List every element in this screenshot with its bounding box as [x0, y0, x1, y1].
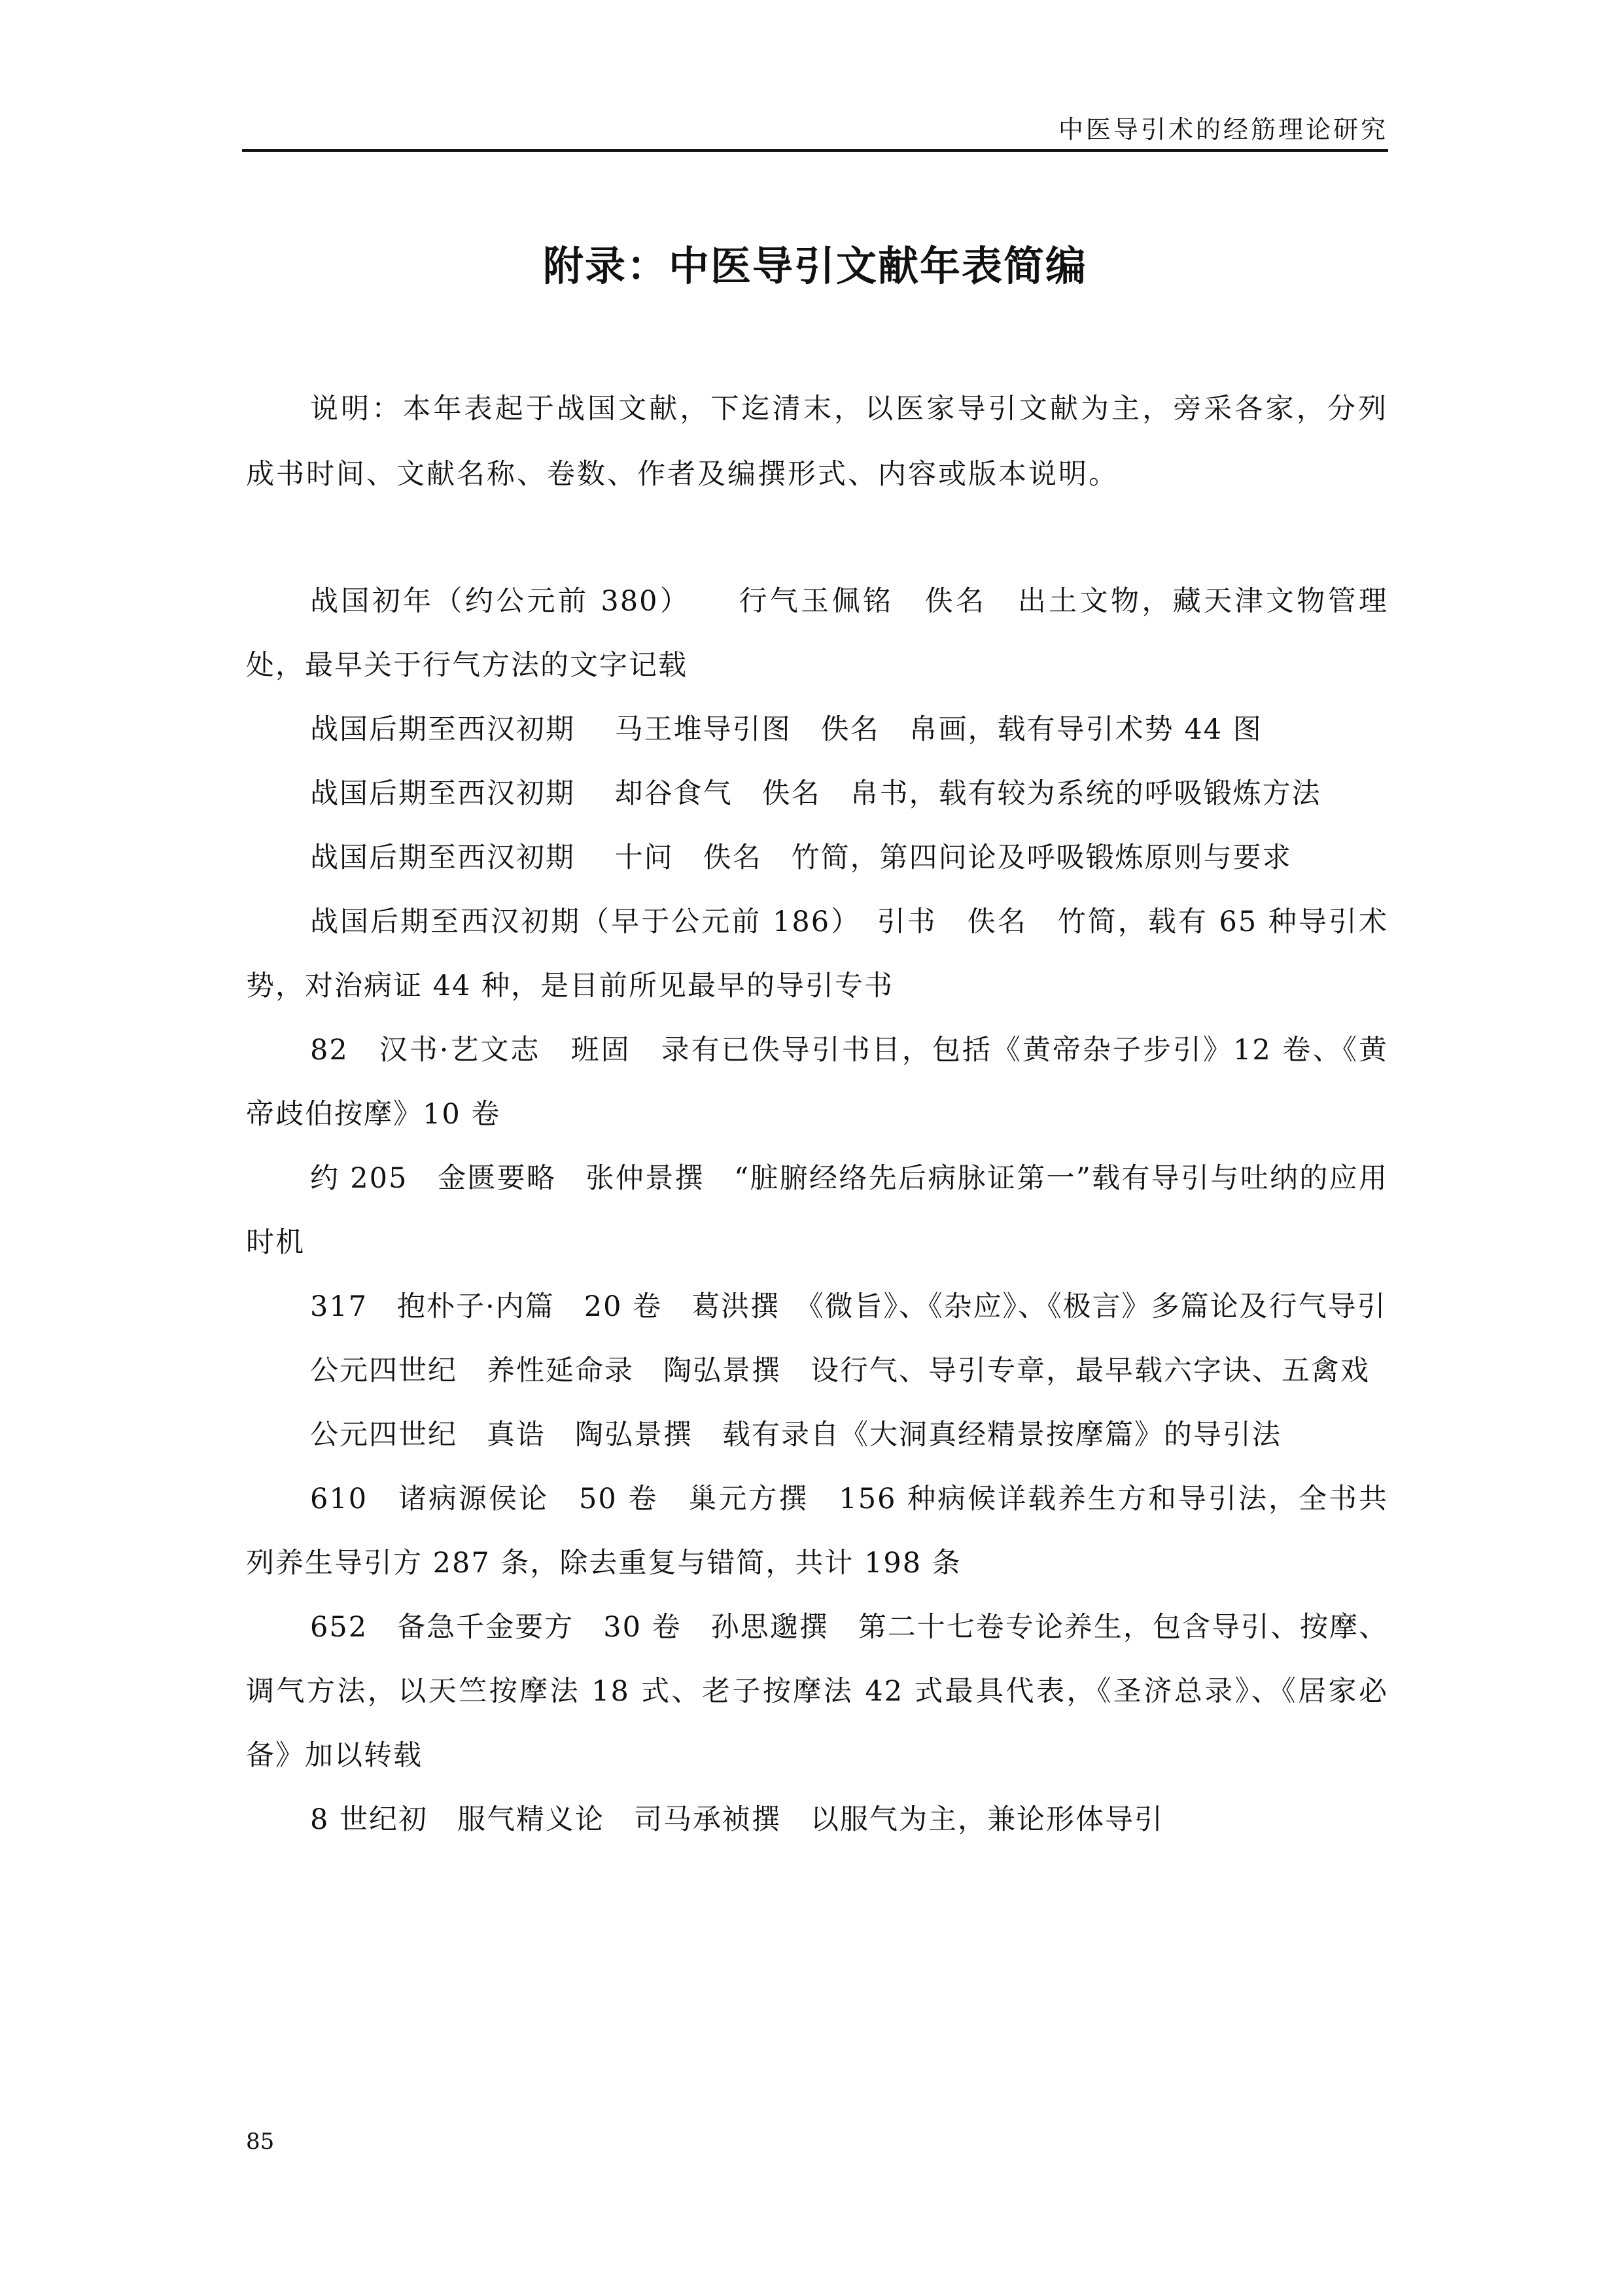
- chronology-entry: 82 汉书·艺文志 班固 录有已佚导引书目，包括《黄帝杂子步引》12 卷、《黄帝歧伯按摩》10 卷: [246, 1034, 1388, 1131]
- chronology-entry: 战国后期至西汉初期 却谷食气 佚名 帛书，载有较为系统的呼吸锻炼方法: [310, 777, 1321, 810]
- intro-paragraph: 说明：本年表起于战国文献，下迄清末，以医家导引文献为主，旁采各家，分列成书时间、文献名称、卷数、作者及编撰形式、内容或版本说明。: [246, 393, 1388, 491]
- chronology-entry: 公元四世纪 真诰 陶弘景撰 载有录自《大洞真经精景按摩篇》的导引法: [310, 1419, 1282, 1451]
- chronology-entry: 战国后期至西汉初期（早于公元前 186） 引书 佚名 竹简，载有 65 种导引术势，对治病证 44 种，是目前所见最早的导引专书: [246, 906, 1388, 1002]
- chronology-entry: 652 备急千金要方 30 卷 孙思邈撰 第二十七卷专论养生，包含导引、按摩、调气方法，以天竺按摩法 18 式、老子按摩法 42 式最具代表，《圣济总录》、《居家必备》加以转载: [246, 1611, 1388, 1772]
- chronology-entry: 8 世纪初 服气精义论 司马承祯撰 以服气为主，兼论形体导引: [310, 1803, 1164, 1836]
- chronology-list: [246, 569, 1388, 1852]
- chronology-entry: 317 抱朴子·内篇 20 卷 葛洪撰 《微旨》、《杂应》、《极言》多篇论及行气导引: [310, 1290, 1387, 1323]
- chronology-entry: 610 诸病源侯论 50 卷 巢元方撰 156 种病候详载养生方和导引法，全书共列养生导引方 287 条，除去重复与错简，共计 198 条: [246, 1483, 1388, 1580]
- page-number: 85: [246, 2128, 275, 2155]
- chronology-entry: 战国初年（约公元前 380） 行气玉佩铭 佚名 出土文物，藏天津文物管理处，最早关于行气方法的文字记载: [246, 585, 1388, 682]
- chronology-entry: 战国后期至西汉初期 十问 佚名 竹简，第四问论及呼吸锻炼原则与要求: [310, 841, 1292, 874]
- page-title: 附录：中医导引文献年表简编: [542, 241, 1087, 290]
- running-header: 中医导引术的经筋理论研究: [1058, 115, 1388, 144]
- header-rule: [242, 149, 1388, 152]
- chronology-entry: 战国后期至西汉初期 马王堆导引图 佚名 帛画，载有导引术势 44 图: [310, 713, 1263, 746]
- chronology-entry: 约 205 金匮要略 张仲景撰 “脏腑经络先后病脉证第一”载有导引与吐纳的应用时机: [246, 1162, 1388, 1259]
- chronology-entry: 公元四世纪 养性延命录 陶弘景撰 设行气、导引专章，最早载六字诀、五禽戏: [310, 1354, 1370, 1387]
